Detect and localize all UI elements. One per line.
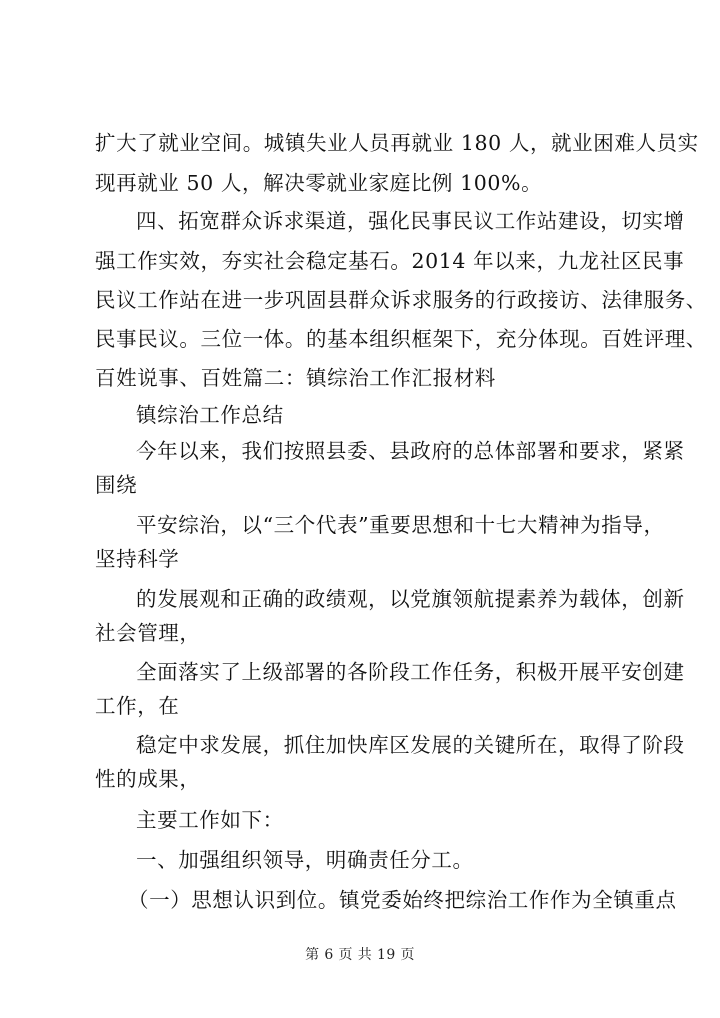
body-line: 全面落实了上级部署的各阶段工作任务，积极开展平安创建 [136,660,685,684]
body-line: 今年以来，我们按照县委、县政府的总体部署和要求，紧紧 [136,439,685,463]
body-line: 民事民议。三位一体。的基本组织框架下，充分体现。百姓评理、 [95,327,707,351]
body-line: 坚持科学 [95,547,180,571]
body-line: 主要工作如下： [136,808,284,832]
body-line: 围绕 [95,473,138,497]
body-line: 性的成果， [95,767,201,791]
body-line: 社会管理， [95,621,201,645]
body-line: 四、拓宽群众诉求渠道，强化民事民议工作站建设，切实增 [136,209,685,233]
list-heading: 一、加强组织领导，明确责任分工。 [136,848,474,872]
body-line: 稳定中求发展，抓住加快库区发展的关键所在，取得了阶段 [136,733,685,757]
body-line: 现再就业 50 人，解决零就业家庭比例 100%。 [95,171,543,195]
body-line: 扩大了就业空间。城镇失业人员再就业 180 人，就业困难人员实 [95,131,699,155]
body-line: 工作，在 [95,694,180,718]
body-line: 的发展观和正确的政绩观，以党旗领航提素养为载体，创新 [136,587,685,611]
body-line: 民议工作站在进一步巩固县群众诉求服务的行政接访、法律服务、 [95,288,707,312]
body-line: 百姓说事、百姓篇二：镇综治工作汇报材料 [95,366,496,390]
body-line: 强工作实效，夯实社会稳定基石。2014 年以来，九龙社区民事 [95,249,685,273]
section-heading: 镇综治工作总结 [136,403,284,427]
page-footer: 第 6 页 共 19 页 [305,947,415,963]
body-line: 平安综治，以“三个代表”重要思想和十七大精神为指导， [136,513,665,537]
body-line: （一）思想认识到位。镇党委始终把综治工作作为全镇重点 [128,888,677,912]
